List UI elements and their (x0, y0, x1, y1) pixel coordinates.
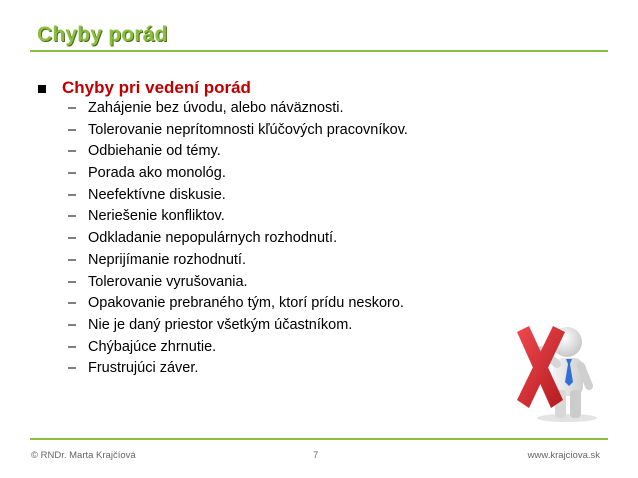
list-item (68, 358, 408, 380)
page-number: 7 (313, 450, 319, 461)
dash-marker: – (68, 251, 77, 268)
list-item (68, 293, 408, 315)
list-item-text: Zahájenie bez úvodu, alebo náväznosti. (88, 100, 344, 116)
list-item (68, 120, 408, 142)
list-item-text: Neefektívne diskusie. (88, 186, 226, 203)
dash-marker: – (68, 360, 77, 377)
list-item-text: Opakovanie prebraného tým, ktorí prídu neskoro. (88, 295, 404, 312)
list-item (68, 272, 408, 294)
list-item (68, 206, 408, 228)
dash-marker: – (68, 143, 77, 160)
list-item-text: Porada ako monológ. (88, 165, 226, 182)
list-item (68, 185, 408, 207)
dash-marker: – (68, 121, 77, 138)
figure-with-red-x-icon (505, 300, 615, 425)
dash-marker: – (68, 208, 77, 225)
footer-divider (30, 438, 608, 440)
list-item-text: Nie je daný priestor všetkým účastníkom. (88, 316, 353, 333)
main-bullet (38, 78, 251, 98)
list-item-text: Frustrujúci záver. (88, 360, 199, 377)
list-item-text: Chýbajúce zhrnutie. (88, 338, 217, 355)
dash-marker: – (68, 165, 77, 182)
bullet-heading: Chyby pri vedení porád (62, 78, 251, 97)
dash-marker: – (68, 186, 77, 203)
list-item (68, 141, 408, 163)
list-item-text: Neprijímanie rozhodnutí. (88, 251, 246, 268)
list-item-text: Tolerovanie neprítomnosti kľúčových pracovníkov. (88, 121, 408, 138)
list-item-text: Odkladanie nepopulárnych rozhodnutí. (88, 230, 338, 247)
list-item (68, 315, 408, 337)
dash-marker: – (68, 273, 77, 290)
footer-website: www.krajciova.sk (527, 450, 600, 461)
dash-marker: – (68, 100, 77, 116)
list-item-text: Neriešenie konfliktov. (88, 208, 225, 225)
list-item (68, 250, 408, 272)
list-item (68, 98, 408, 120)
list-item (68, 337, 408, 359)
dash-marker: – (68, 295, 77, 312)
slide-title: Chyby porád (37, 23, 168, 46)
list-item (68, 163, 408, 185)
dash-marker: – (68, 230, 77, 247)
list-item-text: Tolerovanie vyrušovania. (88, 273, 248, 290)
list-item-text: Odbiehanie od témy. (88, 143, 221, 160)
square-bullet-icon (38, 85, 46, 93)
footer-author: © RNDr. Marta Krajčíová (31, 450, 136, 461)
dash-marker: – (68, 338, 77, 355)
list-item (68, 228, 408, 250)
sub-bullet-list (68, 98, 408, 380)
title-divider (30, 50, 608, 52)
dash-marker: – (68, 316, 77, 333)
